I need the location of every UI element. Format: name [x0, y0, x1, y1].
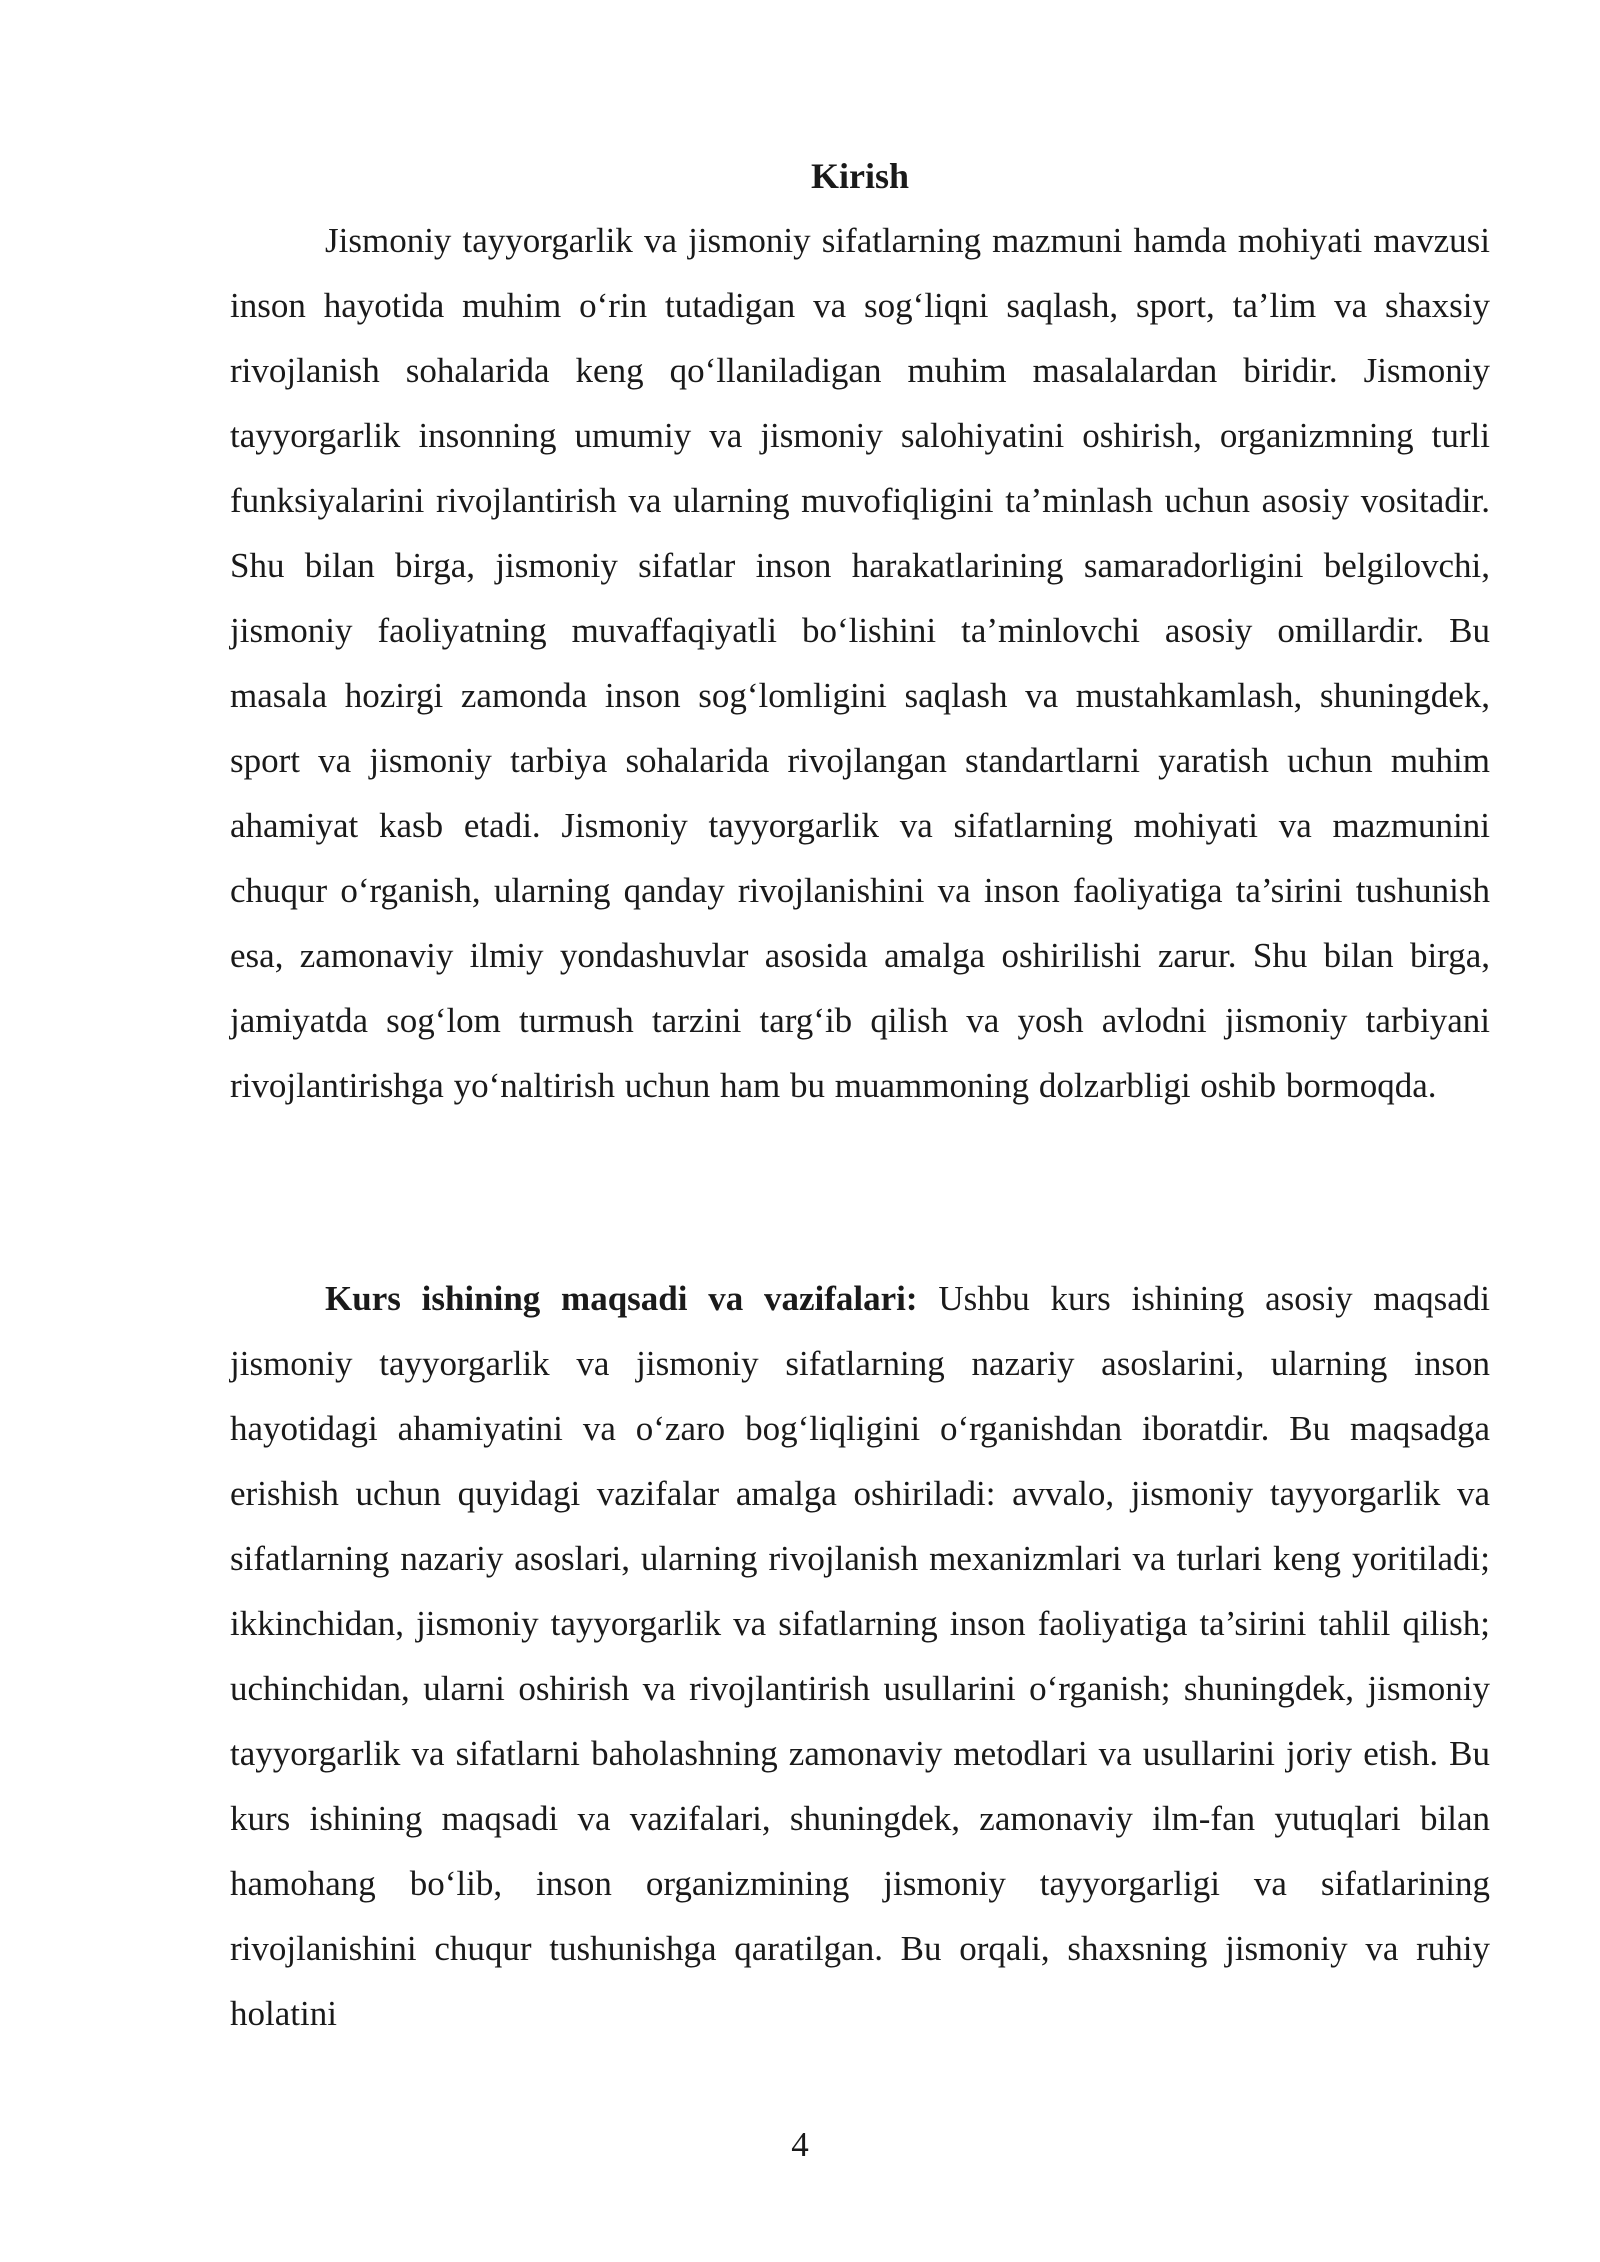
aims-paragraph — [230, 1266, 1490, 2046]
page-number: 4 — [791, 2125, 809, 2164]
aims-paragraph-text: Ushbu kurs ishining asosiy maqsadi jismoniy tayyorgarlik va jismoniy sifatlarning nazariy asoslarini, ularning inson hayotidagi ahamiyatini va o‘zaro bog‘liqligini o‘rganishdan iboratdir. Bu maqsadga erishish uchun quyidagi vazifalar amalga oshiriladi: avvalo, jismoniy tayyorgarlik va sifatlarning nazariy asoslari, ularning rivojlanish mexanizmlari va turlari keng yoritiladi; ikkinchidan, jismoniy tayyorgarlik va sifatlarning inson faoliyatiga ta’sirini tahlil qilish; uchinchidan, ularni oshirish va rivojlantirish usullarini o‘rganish; shuningdek, jismoniy tayyorgarlik va sifatlarni baholashning zamonaviy metodlari va usullarini joriy etish. Bu kurs ishining maqsadi va vazifalari, shuningdek, zamonaviy ilm-fan yutuqlari bilan hamohang bo‘lib, inson organizmining jismoniy tayyorgarligi va sifatlarining rivojlanishini chuqur tushunishga qaratilgan. Bu orqali, shaxsning jismoniy va ruhiy holatini — [230, 1279, 1490, 2033]
intro-paragraph: Jismoniy tayyorgarlik va jismoniy sifatlarning mazmuni hamda mohiyati mavzusi inson hayotida muhim o‘rin tutadigan va sog‘liqni saqlash, sport, ta’lim va shaxsiy rivojlanish sohalarida keng qo‘llaniladigan muhim masalalardan biridir. Jismoniy tayyorgarlik insonning umumiy va jismoniy salohiyatini oshirish, organizmning turli funksiyalarini rivojlantirish va ularning muvofiqligini ta’minlash uchun asosiy vositadir. Shu bilan birga, jismoniy sifatlar inson harakatlarining samaradorligini belgilovchi, jismoniy faoliyatning muvaffaqiyatli bo‘lishini ta’minlovchi asosiy omillardir. Bu masala hozirgi zamonda inson sog‘lomligini saqlash va mustahkamlash, shuningdek, sport va jismoniy tarbiya sohalarida rivojlangan standartlarni yaratish uchun muhim ahamiyat kasb etadi. Jismoniy tayyorgarlik va sifatlarning mohiyati va mazmunini chuqur o‘rganish, ularning qanday rivojlanishini va inson faoliyatiga ta’sirini tushunish esa, zamonaviy ilmiy yondashuvlar asosida amalga oshirilishi zarur. Shu bilan birga, jamiyatda sog‘lom turmush tarzini targ‘ib qilish va yosh avlodni jismoniy tarbiyani rivojlantirishga yo‘naltirish uchun ham bu muammoning dolzarbligi oshib bormoqda. — [230, 221, 1490, 1105]
section-heading: Kirish — [810, 156, 909, 196]
aims-paragraph-lead: Kurs ishining maqsadi va vazifalari: — [325, 1279, 918, 1318]
